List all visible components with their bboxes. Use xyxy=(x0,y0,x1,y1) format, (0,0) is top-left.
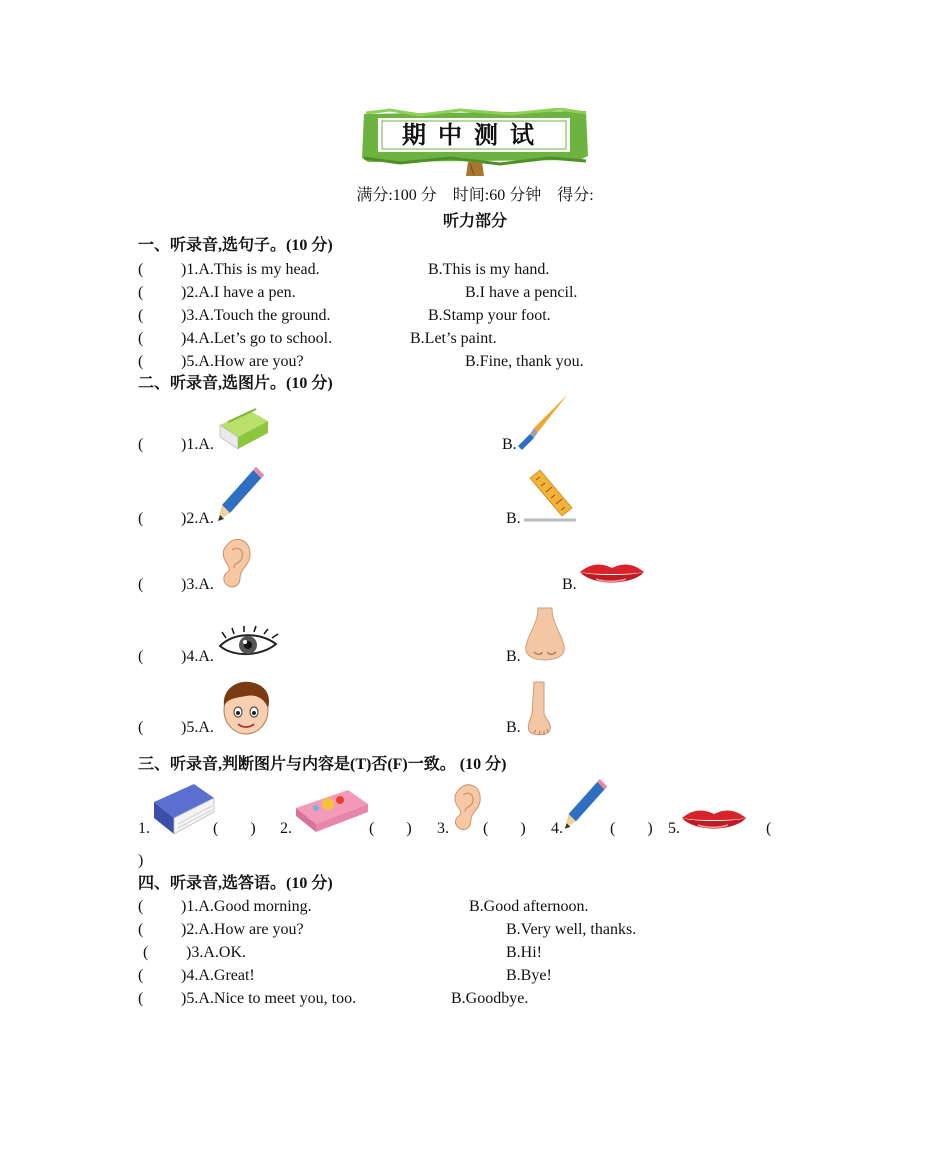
option-b-text: B.Good afternoon. xyxy=(469,898,589,915)
question-text: )1.A.This is my head. xyxy=(181,261,320,278)
eye-icon xyxy=(216,626,280,662)
question-text: )3.A. xyxy=(181,576,214,593)
pencil-icon xyxy=(563,774,609,832)
option-b-text: B. xyxy=(502,436,517,453)
answer-paren[interactable]: ( xyxy=(143,944,149,961)
page-title: 期中测试 xyxy=(402,121,546,149)
nose-icon xyxy=(522,606,568,662)
question-text: )2.A.How are you? xyxy=(181,921,304,938)
question-text: )2.A.I have a pen. xyxy=(181,284,296,301)
pencil-icon xyxy=(216,463,266,523)
answer-paren[interactable]: ( xyxy=(138,330,144,347)
answer-blank-close: ) xyxy=(138,852,144,869)
answer-paren[interactable]: ( xyxy=(138,353,144,370)
item-number: 2. xyxy=(280,820,292,837)
option-b-text: B. xyxy=(506,510,521,527)
answer-paren[interactable]: ( xyxy=(138,284,144,301)
item-number: 1. xyxy=(138,820,150,837)
answer-paren[interactable]: ( xyxy=(138,898,144,915)
answer-paren[interactable]: ( xyxy=(138,921,144,938)
face-icon xyxy=(218,680,274,736)
section3-heading: 三、听录音,判断图片与内容是(T)否(F)一致。 (10 分) xyxy=(138,756,507,773)
ruler-icon xyxy=(522,468,578,524)
section2-heading: 二、听录音,选图片。(10 分) xyxy=(138,375,333,392)
option-b-text: B.Very well, thanks. xyxy=(506,921,637,938)
question-text: )3.A.OK. xyxy=(186,944,246,961)
question-text: )1.A.Good morning. xyxy=(181,898,312,915)
question-text: )5.A.How are you? xyxy=(181,353,304,370)
ear-icon xyxy=(450,780,484,834)
option-b-text: B.Let’s paint. xyxy=(410,330,497,347)
option-b-text: B.I have a pencil. xyxy=(465,284,578,301)
question-text: )1.A. xyxy=(181,436,214,453)
question-text: )4.A.Let’s go to school. xyxy=(181,330,333,347)
answer-paren[interactable]: ( xyxy=(138,510,144,527)
option-b-text: B. xyxy=(562,576,577,593)
option-b-text: B. xyxy=(506,648,521,665)
title-banner xyxy=(360,108,590,178)
answer-paren[interactable]: ( xyxy=(138,576,144,593)
option-b-text: B.Goodbye. xyxy=(451,990,529,1007)
foot-icon xyxy=(524,680,554,738)
answer-blank[interactable]: ( ) xyxy=(213,820,256,837)
option-b-text: B. xyxy=(506,719,521,736)
option-b-text: B.This is my hand. xyxy=(428,261,550,278)
answer-blank[interactable]: ( ) xyxy=(483,820,526,837)
answer-paren[interactable]: ( xyxy=(138,990,144,1007)
item-number: 5. xyxy=(668,820,680,837)
question-text: )5.A. xyxy=(181,719,214,736)
option-b-text: B.Stamp your foot. xyxy=(428,307,551,324)
pencil-box-icon xyxy=(294,786,370,834)
section4-heading: 四、听录音,选答语。(10 分) xyxy=(138,875,333,892)
option-b-text: B.Bye! xyxy=(506,967,552,984)
score-line: 满分:100 分 时间:60 分钟 得分: xyxy=(356,187,594,204)
answer-paren[interactable]: ( xyxy=(138,261,144,278)
lips-icon xyxy=(680,806,748,836)
book-icon xyxy=(150,782,216,836)
ear-icon xyxy=(218,536,254,590)
lips-icon xyxy=(578,560,646,590)
answer-paren[interactable]: ( xyxy=(138,436,144,453)
section1-heading: 一、听录音,选句子。(10 分) xyxy=(138,237,333,254)
answer-blank[interactable]: ( ) xyxy=(369,820,412,837)
part-name: 听力部分 xyxy=(442,213,507,230)
question-text: )4.A. xyxy=(181,648,214,665)
answer-blank[interactable]: ( xyxy=(766,820,772,837)
item-number: 3. xyxy=(437,820,449,837)
question-text: )3.A.Touch the ground. xyxy=(181,307,331,324)
answer-paren[interactable]: ( xyxy=(138,648,144,665)
question-text: )4.A.Great! xyxy=(181,967,255,984)
answer-paren[interactable]: ( xyxy=(138,967,144,984)
answer-paren[interactable]: ( xyxy=(138,719,144,736)
answer-paren[interactable]: ( xyxy=(138,307,144,324)
eraser-icon xyxy=(216,403,272,451)
item-number: 4. xyxy=(551,820,563,837)
answer-blank[interactable]: ( ) xyxy=(610,820,653,837)
question-text: )5.A.Nice to meet you, too. xyxy=(181,990,357,1007)
option-b-text: B.Hi! xyxy=(506,944,542,961)
paintbrush-icon xyxy=(516,392,572,452)
question-text: )2.A. xyxy=(181,510,214,527)
option-b-text: B.Fine, thank you. xyxy=(465,353,584,370)
